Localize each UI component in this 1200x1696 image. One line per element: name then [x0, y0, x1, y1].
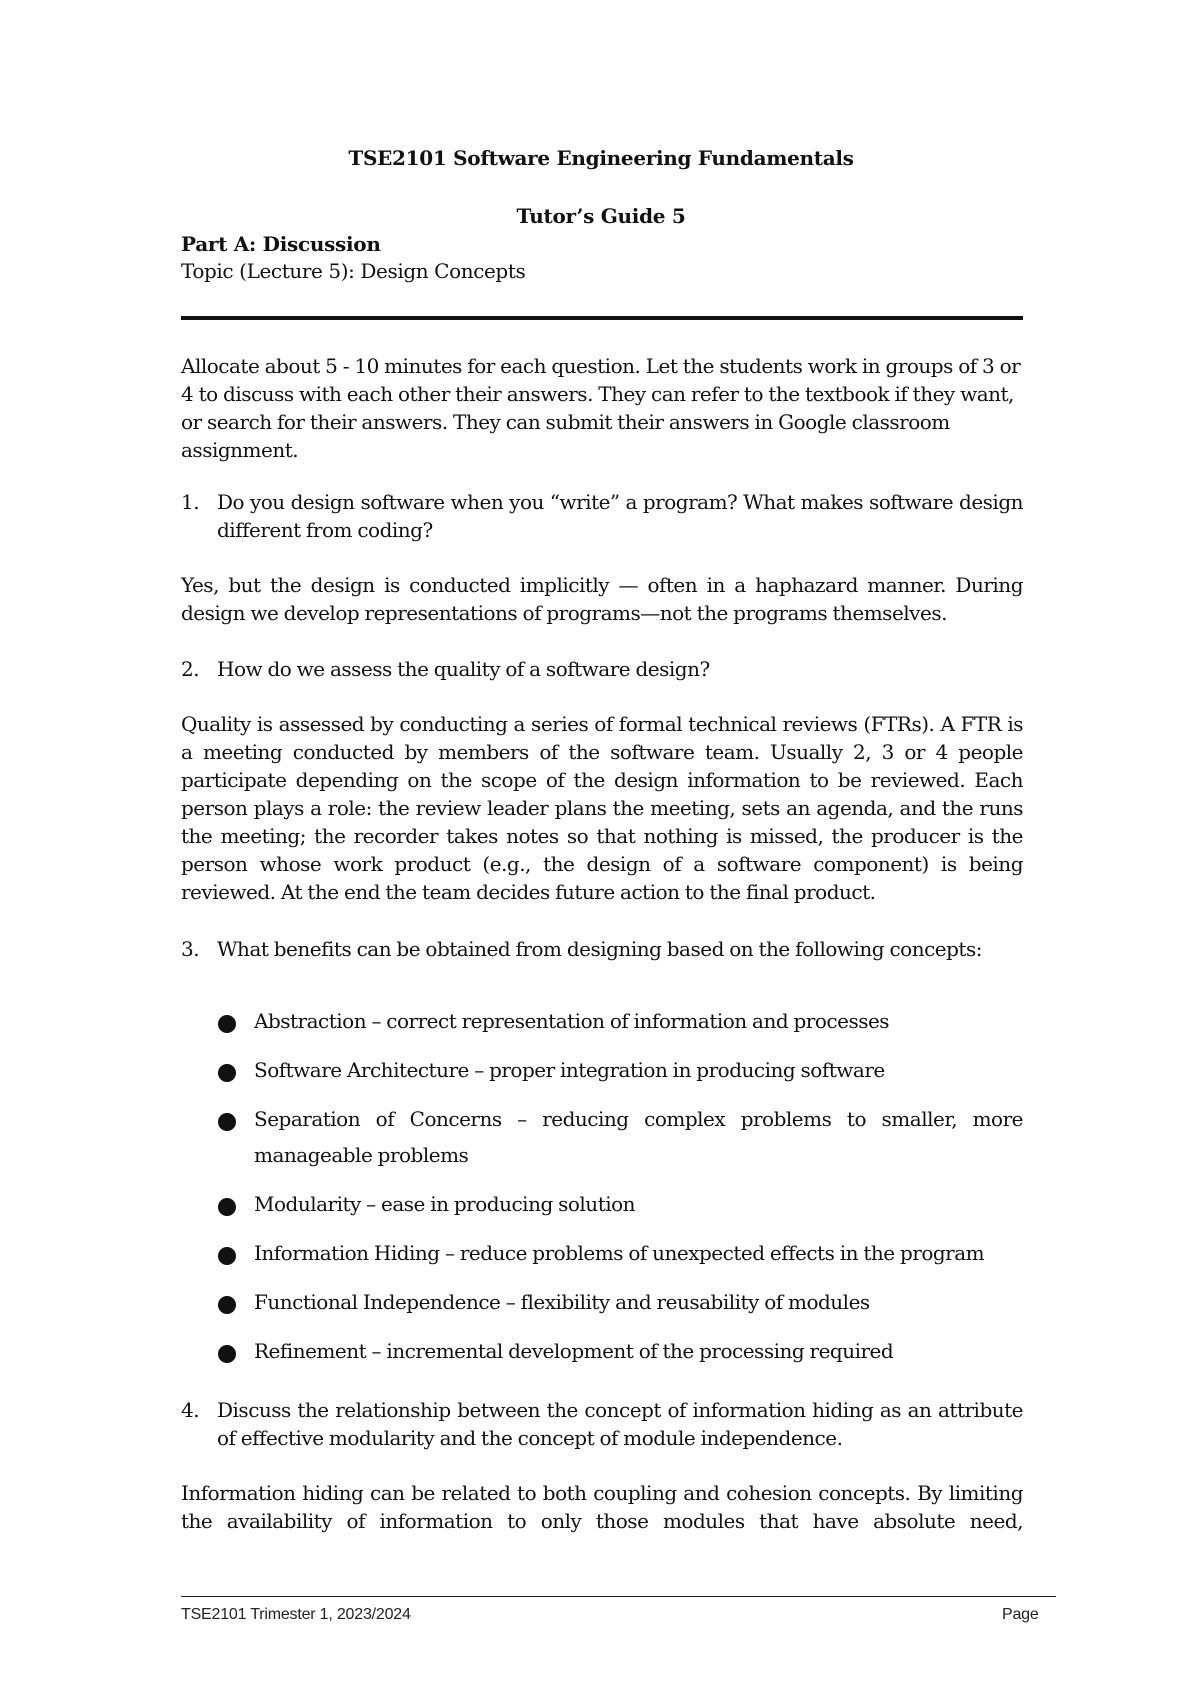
- guide-title: Tutor’s Guide 5: [516, 204, 686, 228]
- question-4: [181, 1396, 1023, 1452]
- footer-course-term: TSE2101 Trimester 1, 2023/2024: [181, 1606, 411, 1623]
- topic-line: Topic (Lecture 5): Design Concepts: [181, 259, 526, 283]
- bullet-icon: [218, 1247, 236, 1265]
- header-divider: [181, 316, 1023, 320]
- bullet-icon: [218, 1296, 236, 1314]
- question-text: What benefits can be obtained from designing based on the following concepts:: [217, 937, 982, 961]
- list-item-text: Refinement – incremental development of the processing required: [254, 1339, 894, 1363]
- answer-2: Quality is assessed by conducting a series of formal technical reviews (FTRs). A FTR is a meeting conducted by members of the software team. Usually 2, 3 or 4 people participate depending on the scope of the design information to be reviewed. Each person plays a role: the review leader plans the meeting, sets an agenda, and the runs the meeting; the recorder takes notes so that nothing is missed, the producer is the person whose work product (e.g., the design of a software component) is being reviewed. At the end the team decides future action to the final product.: [181, 712, 1023, 904]
- footer-page-label: Page: [1002, 1606, 1039, 1623]
- list-item-text: Software Architecture – proper integration in producing software: [254, 1058, 885, 1082]
- bullet-icon: [218, 1015, 236, 1033]
- question-number: 4.: [181, 1398, 200, 1422]
- bullet-icon: [218, 1198, 236, 1216]
- intro-paragraph: Allocate about 5 - 10 minutes for each question. Let the students work in groups of 3 or 4 to discuss with each other their answers. They can refer to the textbook if they want, or search for their answers. They can submit their answers in Google classroom assignment.: [181, 354, 1021, 462]
- question-2: [181, 655, 1023, 683]
- question-text: Do you design software when you “write” a program? What makes software design different from coding?: [217, 490, 1023, 542]
- list-item: [218, 1186, 1023, 1222]
- answer-4: Information hiding can be related to both coupling and cohesion concepts. By limiting the availability of information to only those modules that have absolute need,: [181, 1481, 1023, 1533]
- list-item-text: Information Hiding – reduce problems of unexpected effects in the program: [254, 1241, 985, 1265]
- bullet-icon: [218, 1113, 236, 1131]
- question-number: 1.: [181, 490, 200, 514]
- answer-1: Yes, but the design is conducted implicitly — often in a haphazard manner. During design we develop representations of programs—not the programs themselves.: [181, 573, 1023, 625]
- list-item-text: Separation of Concerns – reducing complex problems to smaller, more manageable problems: [254, 1107, 1023, 1167]
- question-1: [181, 488, 1023, 544]
- list-item: [218, 1101, 1023, 1173]
- bullet-icon: [218, 1345, 236, 1363]
- bullet-icon: [218, 1064, 236, 1082]
- question-3: [181, 935, 1023, 963]
- question-text: How do we assess the quality of a software design?: [217, 657, 710, 681]
- list-item-text: Abstraction – correct representation of information and processes: [254, 1009, 890, 1033]
- question-text: Discuss the relationship between the concept of information hiding as an attribute of effective modularity and the concept of module independence.: [217, 1398, 1023, 1450]
- list-item: [218, 1235, 1023, 1271]
- part-title: Part A: Discussion: [181, 232, 381, 256]
- concept-list: [218, 1003, 1023, 1382]
- footer-divider: [181, 1596, 1056, 1597]
- list-item: [218, 1333, 1023, 1369]
- list-item: [218, 1052, 1023, 1088]
- question-number: 2.: [181, 657, 200, 681]
- list-item-text: Functional Independence – flexibility and reusability of modules: [254, 1290, 870, 1314]
- list-item: [218, 1284, 1023, 1320]
- course-title: TSE2101 Software Engineering Fundamentals: [348, 146, 854, 170]
- question-number: 3.: [181, 937, 200, 961]
- list-item: [218, 1003, 1023, 1039]
- list-item-text: Modularity – ease in producing solution: [254, 1192, 636, 1216]
